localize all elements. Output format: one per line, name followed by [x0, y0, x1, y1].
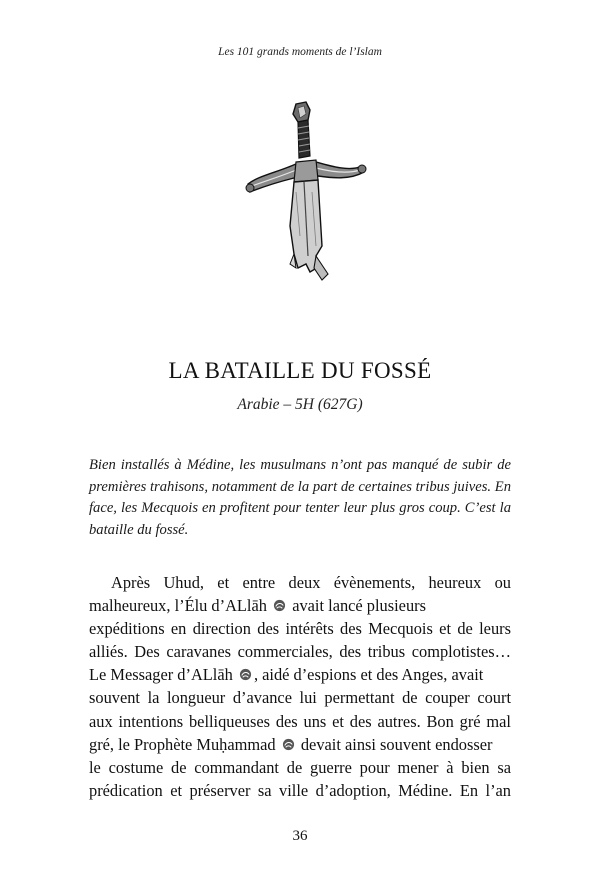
body-line: alliés. Des caravanes commerciales, des tribus complotistes…: [89, 642, 511, 662]
body-line: souvent la longueur d’avance lui permettant de couper court: [89, 688, 511, 708]
body-line: [89, 733, 511, 756]
honorific-calligraphy-icon: [282, 738, 295, 751]
body-line-end: , aidé d’espions et des Anges, avait: [253, 665, 484, 685]
running-header: Les 101 grands moments de l’Islam: [218, 46, 382, 58]
chapter-abstract: [89, 455, 511, 541]
body-line: prédication et préserver sa ville d’adoption, Médine. En l’an: [89, 780, 511, 800]
broken-sword-icon: [238, 96, 368, 286]
body-line-start: gré, le Prophète Muḥammad: [89, 734, 276, 754]
body-line: expéditions en direction des intérêts des Mecquois et de leurs: [89, 619, 511, 639]
abstract-text: Bien installés à Médine, les musulmans n’ont pas manqué de subir de premières trahisons, notamment de la part de certaines tribus juives. En face, les Mecquois en profitent pour tenter leur plus gros coup. C’est la bataille du fossé.: [89, 457, 511, 538]
body-text: [89, 571, 511, 802]
body-line-end: avait lancé plusieurs: [292, 596, 426, 616]
body-line: aux intentions belliqueuses des uns et des autres. Bon gré mal: [89, 711, 511, 731]
body-line: Après Uhud, et entre deux évènements, heureux ou: [111, 573, 511, 592]
broken-sword-illustration: [238, 96, 368, 286]
body-line-start: Le Messager d’ALlāh: [89, 665, 233, 685]
chapter-title: LA BATAILLE DU FOSSÉ: [168, 358, 432, 383]
page-number: 36: [292, 828, 308, 844]
body-line: [89, 594, 511, 617]
chapter-subtitle: Arabie – 5H (627G): [237, 396, 363, 413]
body-line: le costume de commandant de guerre pour mener à bien sa: [89, 757, 511, 777]
body-line: [89, 663, 511, 686]
body-line-end: devait ainsi souvent endosser: [300, 734, 493, 754]
body-line-start: malheureux, l’Élu d’ALlāh: [89, 596, 267, 616]
honorific-calligraphy-icon: [239, 668, 252, 681]
honorific-calligraphy-icon: [273, 599, 286, 612]
